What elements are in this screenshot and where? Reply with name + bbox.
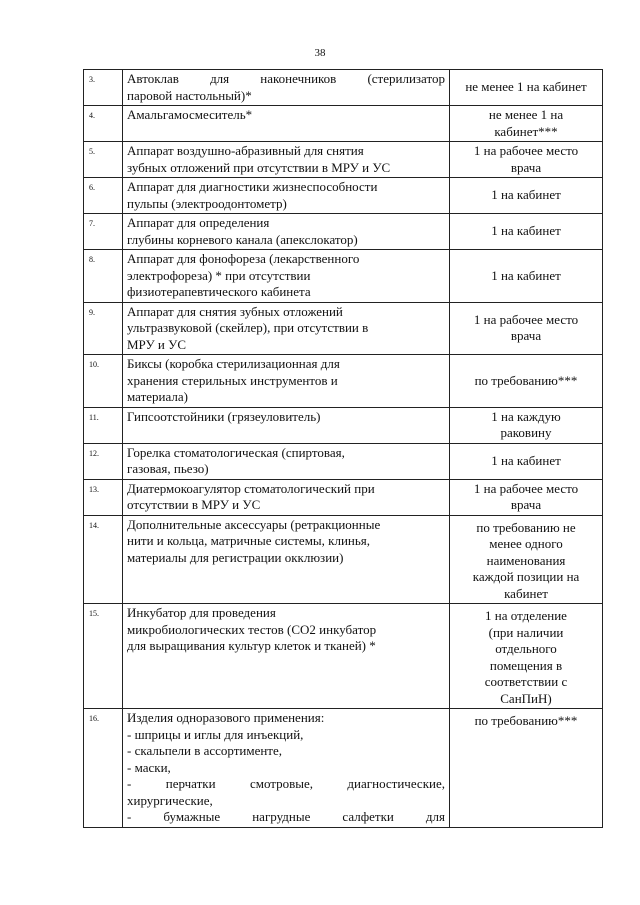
quantity-cell [450, 302, 603, 355]
item-name-cell [123, 178, 450, 214]
quantity-line: кабинет [504, 585, 548, 601]
row-number: 13. [84, 479, 123, 515]
quantity-line: 1 на кабинет [491, 187, 561, 203]
item-name-line: газовая, пьезо) [127, 461, 209, 476]
table-row [84, 709, 603, 828]
row-number: 7. [84, 214, 123, 250]
quantity-cell [450, 515, 603, 604]
item-name-line: Биксы (коробка стерилизационная для [127, 356, 340, 371]
item-name-line: - бумажные нагрудные салфетки для [127, 809, 445, 824]
item-name-line: - шприцы и иглы для инъекций, [127, 726, 304, 742]
quantity-cell [450, 479, 603, 515]
item-name-line: материала) [127, 389, 188, 404]
quantity-line: 1 на рабочее место [473, 311, 579, 327]
quantity-line: 1 на кабинет [491, 223, 561, 239]
item-name-line: ультразвуковой (скейлер), при отсутствии в [127, 320, 369, 335]
quantity-line: 1 на рабочее место [473, 480, 579, 496]
quantity-line: СанПиН) [500, 690, 552, 706]
item-name-line: зубных отложений при отсутствии в МРУ и УС [127, 159, 391, 175]
quantity-line: кабинет*** [494, 123, 558, 139]
item-name-cell [123, 604, 450, 709]
row-number: 6. [84, 178, 123, 214]
table-row [84, 70, 603, 106]
quantity-line: не менее 1 на кабинет [465, 79, 587, 95]
table-row [84, 407, 603, 443]
item-name-line: нити и кольца, матричные системы, клинья, [127, 533, 371, 548]
quantity-line: врача [510, 497, 542, 512]
quantity-cell [450, 355, 603, 408]
quantity-line: по требованию*** [474, 372, 578, 388]
table-row [84, 479, 603, 515]
quantity-line: менее одного [489, 536, 563, 551]
item-name-line: физиотерапевтического кабинета [127, 284, 311, 299]
item-name-line: МРУ и УС [127, 336, 187, 352]
item-name-line: для выращивания культур клеток и тканей) * [127, 638, 376, 653]
item-name-line: Аппарат для диагностики жизнеспособности [127, 179, 378, 194]
table-row [84, 604, 603, 709]
item-name-line: Гипсоотстойники (грязеуловитель) [127, 408, 321, 424]
item-name-cell [123, 355, 450, 408]
item-name-line: хирургические, [127, 792, 213, 808]
row-number: 3. [84, 70, 123, 106]
table-row [84, 443, 603, 479]
item-name-line: микробиологических тестов (СО2 инкубатор [127, 621, 377, 637]
table-row [84, 302, 603, 355]
quantity-line: (при наличии [488, 624, 564, 640]
row-number: 10. [84, 355, 123, 408]
quantity-line: врача [510, 159, 542, 175]
item-name-line: Амальгамосмеситель* [127, 107, 253, 122]
quantity-cell [450, 604, 603, 709]
item-name-cell [123, 709, 450, 828]
item-name-line: паровой настольный)* [127, 87, 252, 103]
quantity-line: 1 на кабинет [491, 452, 561, 468]
row-number: 11. [84, 407, 123, 443]
item-name-line: Аппарат для определения [127, 215, 270, 230]
table-row [84, 214, 603, 250]
table-row [84, 355, 603, 408]
quantity-line: врача [510, 328, 542, 344]
item-name-line: Инкубатор для проведения [127, 605, 276, 620]
row-number: 16. [84, 709, 123, 828]
table-row [84, 250, 603, 303]
item-name-line: материалы для регистрации окклюзии) [127, 549, 344, 565]
row-number: 12. [84, 443, 123, 479]
quantity-line: раковину [500, 425, 552, 440]
quantity-line: помещения в [489, 657, 563, 673]
item-name-line: Дополнительные аксессуары (ретракционные [127, 516, 381, 532]
item-name-cell [123, 214, 450, 250]
item-name-line: Аппарат для фонофореза (лекарственного [127, 251, 360, 266]
item-name-line: электрофореза) * при отсутствии [127, 267, 311, 283]
item-name-cell [123, 443, 450, 479]
row-number: 5. [84, 142, 123, 178]
quantity-line: по требованию*** [474, 713, 578, 728]
item-name-line: Горелка стоматологическая (спиртовая, [127, 444, 345, 460]
item-name-cell [123, 250, 450, 303]
row-number: 9. [84, 302, 123, 355]
quantity-line: наименования [486, 552, 566, 568]
row-number: 15. [84, 604, 123, 709]
item-name-cell [123, 106, 450, 142]
item-name-line: Аппарат для снятия зубных отложений [127, 303, 343, 319]
item-name-line: Диатермокоагулятор стоматологический при [127, 480, 375, 496]
quantity-cell [450, 142, 603, 178]
quantity-line: каждой позиции на [472, 569, 580, 584]
item-name-cell [123, 515, 450, 604]
table-row [84, 178, 603, 214]
quantity-cell [450, 214, 603, 250]
page-number: 38 [314, 47, 326, 59]
table-row [84, 515, 603, 604]
item-name-line: Автоклав для наконечников (стерилизатор [127, 71, 445, 86]
quantity-cell [450, 178, 603, 214]
item-name-line: - маски, [127, 759, 171, 775]
equipment-table [83, 69, 603, 828]
quantity-line: соответствии с [484, 674, 568, 689]
item-name-cell [123, 479, 450, 515]
item-name-line: отсутствии в МРУ и УС [127, 497, 261, 512]
quantity-cell [450, 709, 603, 828]
quantity-line: не менее 1 на [488, 107, 564, 122]
table-row [84, 142, 603, 178]
item-name-line: - скальпели в ассортименте, [127, 743, 283, 758]
quantity-line: 1 на каждую [491, 408, 561, 424]
table-row [84, 106, 603, 142]
item-name-line: хранения стерильных инструментов и [127, 372, 338, 388]
item-name-line: Аппарат воздушно-абразивный для снятия [127, 143, 364, 158]
item-name-cell [123, 407, 450, 443]
quantity-line: 1 на рабочее место [473, 143, 579, 158]
quantity-line: отдельного [495, 641, 557, 656]
quantity-cell [450, 250, 603, 303]
equipment-table-body [84, 70, 603, 828]
item-name-cell [123, 302, 450, 355]
quantity-line: 1 на отделение [485, 608, 567, 623]
item-name-cell [123, 70, 450, 106]
quantity-cell [450, 70, 603, 106]
row-number: 14. [84, 515, 123, 604]
item-name-cell [123, 142, 450, 178]
item-name-line: глубины корневого канала (апекслокатор) [127, 231, 358, 247]
quantity-line: по требованию не [476, 519, 576, 535]
row-number: 8. [84, 250, 123, 303]
item-name-line: Изделия одноразового применения: [127, 710, 325, 725]
item-name-line: пульпы (электроодонтометр) [127, 195, 287, 211]
quantity-cell [450, 106, 603, 142]
item-name-line: - перчатки смотровые, диагностические, [127, 776, 445, 791]
row-number: 4. [84, 106, 123, 142]
quantity-line: 1 на кабинет [491, 267, 561, 283]
quantity-cell [450, 407, 603, 443]
quantity-cell [450, 443, 603, 479]
